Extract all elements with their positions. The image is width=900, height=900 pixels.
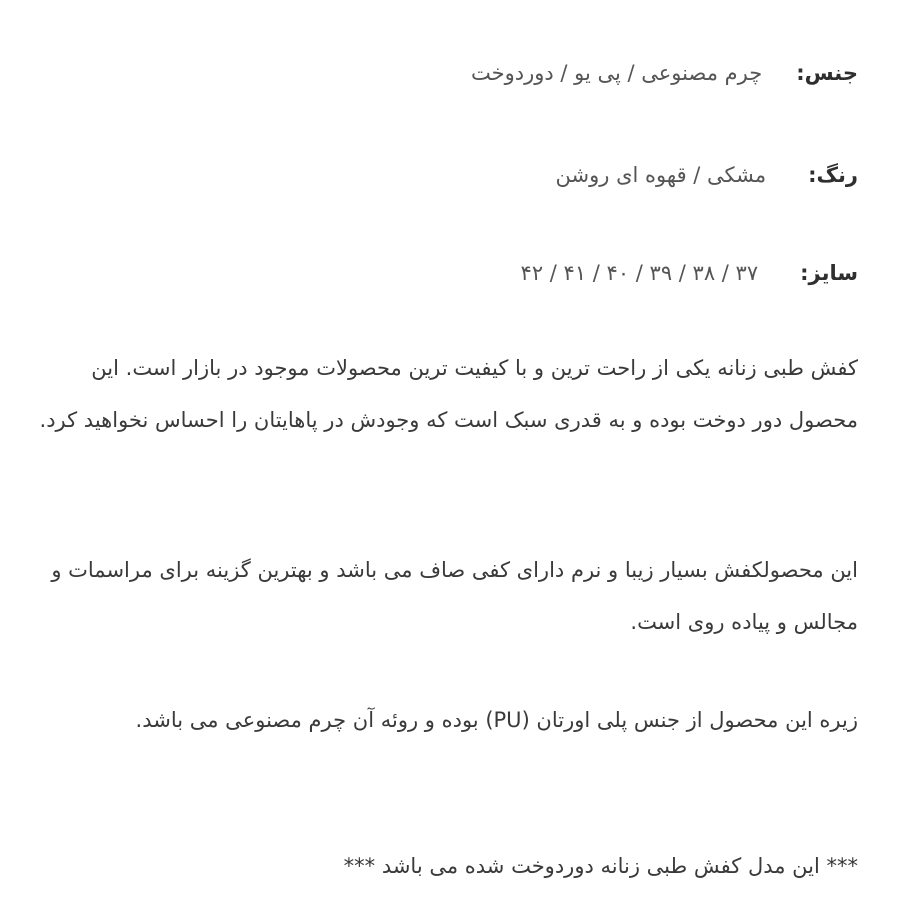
spec-material-label: جنس:	[796, 61, 858, 85]
spec-size	[521, 258, 858, 288]
spec-color-value: مشکی / قهوه ای روشن	[555, 163, 767, 187]
spec-color-label: رنگ:	[808, 163, 858, 187]
description-paragraph: کفش طبی زنانه یکی از راحت ترین و با کیفیت ترین محصولات موجود در بازار است. این محصول دور دوخت بوده و به قدری سبک است که وجودش در پاهایتان را احساس نخواهید کرد.	[39, 356, 858, 432]
description-note: *** این مدل کفش طبی زنانه دوردوخت شده می باشد ***	[343, 854, 858, 878]
spec-material-value: چرم مصنوعی / پی یو / دوردوخت	[470, 61, 763, 85]
description-paragraph: این محصولکفش بسیار زیبا و نرم دارای کفی صاف می باشد و بهترین گزینه برای مراسمات و مجالس و پیاده روی است.	[51, 558, 858, 634]
spec-material	[471, 58, 858, 88]
spec-size-label: سایز:	[800, 261, 858, 285]
description-paragraph: زیره این محصول از جنس پلی اورتان (PU) بوده و روئه آن چرم مصنوعی می باشد.	[135, 708, 858, 732]
spec-color	[556, 160, 858, 190]
spec-size-value: ۳۷ / ۳۸ / ۳۹ / ۴۰ / ۴۱ / ۴۲	[520, 261, 759, 285]
